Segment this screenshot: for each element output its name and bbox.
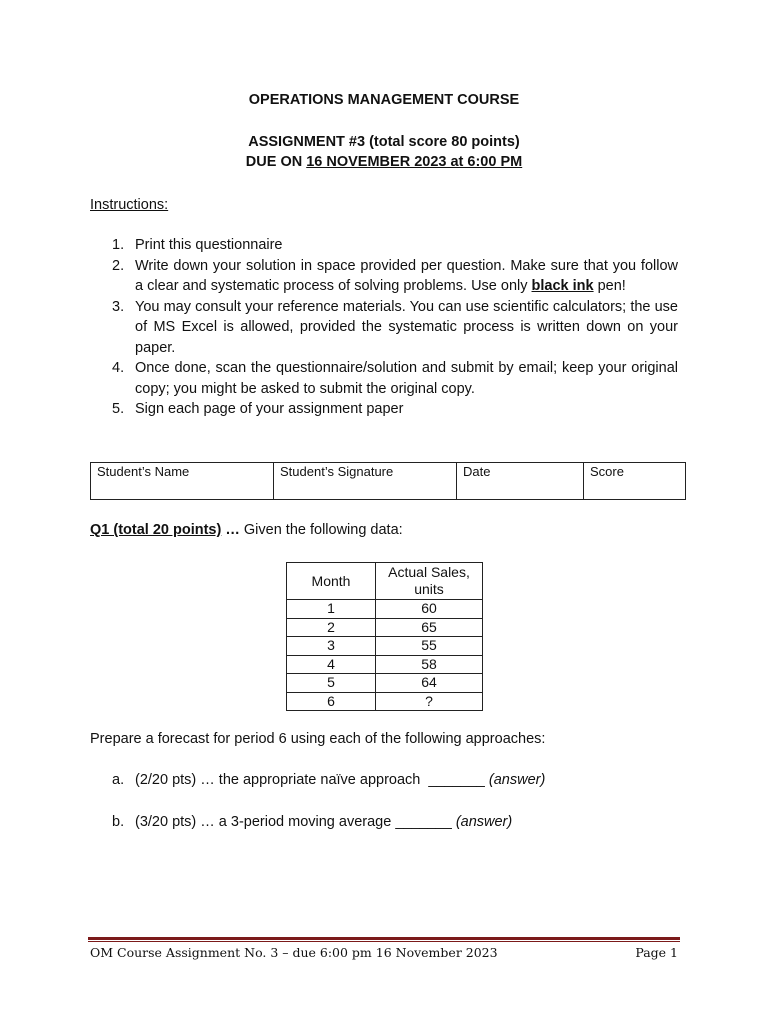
score-cell: Score (584, 463, 686, 500)
sales-cell: 65 (376, 618, 483, 637)
date-cell[interactable]: Date (457, 463, 584, 500)
instruction-text: Print this questionnaire (135, 237, 283, 253)
month-cell: 1 (287, 600, 376, 619)
part-text: (3/20 pts) … a 3-period moving average _______ (135, 814, 456, 830)
month-cell: 3 (287, 637, 376, 656)
instruction-number: 5. (112, 401, 125, 417)
instruction-text: You may consult your reference materials. You can use scientific calculators; the use of MS Excel is allowed, provided the systematic process is written down on your paper. (135, 298, 678, 356)
instruction-text: Once done, scan the questionnaire/solution and submit by email; keep your original copy; you might be asked to submit the original copy. (135, 360, 678, 397)
footer-rule-thin (88, 941, 680, 942)
sales-cell: 64 (376, 674, 483, 693)
table-row (287, 655, 483, 674)
month-cell: 5 (287, 674, 376, 693)
instruction-item (90, 399, 678, 420)
footer-rule-thick (88, 937, 680, 940)
part-letter: b. (112, 814, 125, 830)
sales-cell: 60 (376, 600, 483, 619)
instruction-number: 4. (112, 360, 125, 376)
student-signature-cell[interactable]: Student’s Signature (274, 463, 457, 500)
q1-label: Q1 (total 20 points) (90, 522, 222, 538)
sales-header (376, 563, 483, 600)
question-part-a (112, 770, 546, 791)
instructions-list (90, 235, 678, 420)
instruction-text-end: pen! (593, 278, 626, 294)
table-row (287, 618, 483, 637)
instruction-text: Sign each page of your assignment paper (135, 401, 404, 417)
instruction-item (90, 297, 678, 359)
sales-cell: 58 (376, 655, 483, 674)
answer-placeholder: (answer) (455, 814, 513, 830)
forecast-prompt: Prepare a forecast for period 6 using each of the following approaches: (90, 731, 546, 747)
table-row (287, 637, 483, 656)
part-a-line (135, 770, 545, 791)
answer-placeholder: (answer) (488, 772, 546, 788)
page-number: Page 1 (635, 945, 678, 960)
q1-text: Given the following data: (239, 522, 403, 538)
month-cell: 4 (287, 655, 376, 674)
assignment-title: ASSIGNMENT #3 (total score 80 points) (248, 134, 520, 150)
table-row (287, 600, 483, 619)
due-date: 16 NOVEMBER 2023 at 6:00 PM (306, 154, 523, 170)
course-title: OPERATIONS MANAGEMENT COURSE (248, 92, 520, 108)
sales-cell: 55 (376, 637, 483, 656)
due-date-line (0, 154, 768, 170)
instruction-number: 3. (112, 298, 125, 315)
part-b-line (135, 812, 512, 833)
sales-data-table (286, 562, 483, 711)
instruction-number: 1. (112, 237, 125, 253)
question-part-b (112, 812, 513, 833)
table-row (287, 692, 483, 711)
q1-ellipsis: … (221, 522, 240, 538)
sales-header-line1: Actual Sales, (388, 564, 470, 580)
sales-header-line2: units (414, 581, 444, 597)
student-info-table (90, 462, 686, 500)
q1-heading (90, 520, 403, 541)
month-cell: 2 (287, 618, 376, 637)
due-prefix: DUE ON (245, 154, 307, 170)
part-letter: a. (112, 772, 125, 788)
instructions-heading: Instructions: (90, 197, 169, 213)
instruction-number: 2. (112, 257, 125, 274)
instruction-item (90, 256, 678, 297)
footer-text: OM Course Assignment No. 3 – due 6:00 pm 16 November 2023 (90, 945, 498, 960)
month-cell: 6 (287, 692, 376, 711)
instruction-text: Write down your solution in space provided per question. Make sure that you follow a clear and systematic process of solving problems. Use only (135, 257, 678, 294)
student-name-cell[interactable]: Student’s Name (91, 463, 274, 500)
instruction-item (90, 235, 678, 256)
sales-cell: ? (376, 692, 483, 711)
instruction-item (90, 358, 678, 399)
table-row (287, 674, 483, 693)
instruction-emphasis: black ink (531, 278, 594, 294)
month-header: Month (287, 563, 376, 600)
part-text: (2/20 pts) … the appropriate naïve approach _______ (135, 772, 489, 788)
